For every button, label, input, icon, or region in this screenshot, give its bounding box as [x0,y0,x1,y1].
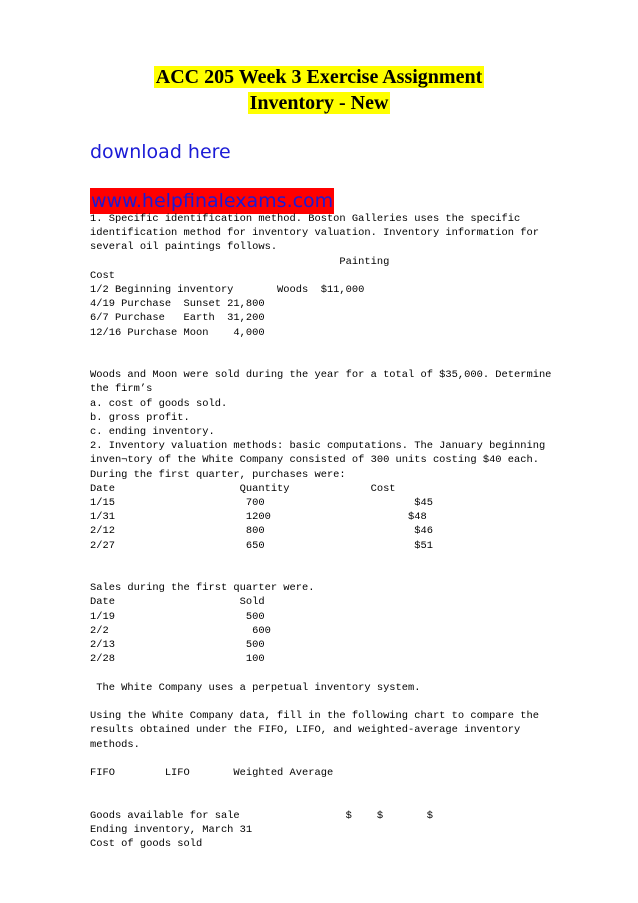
document-title-line-1 [0,64,638,90]
title-line-2-text: Inventory - New [249,92,389,114]
document-title-line-2 [0,90,638,116]
download-link[interactable]: download here [90,141,231,163]
site-link[interactable]: www.helpfinalexams.com [91,190,334,212]
document-body: 1. Specific identification method. Boston Galleries uses the specific identification method for inventory valuation. Inventory information for several oil paintings follows. Painting Cost 1/2 Beginning inventory Woods $11,000 4/19 Purchase Sunset 21,800 6/7 Purchase Earth 31,200 12/16 Purchase Moon 4,000 Woods and Moon were sold during the year for a total of $35,000. Determine the firm’s a. cost of goods sold. b. gross profit. c. ending inventory. 2. Inventory valuation methods: basic computations. The January beginning inven¬tory of the White Company consisted of 300 units costing $40 each. During the first quarter, purchases were: Date Quantity Cost 1/15 700 $45 1/31 1200 $48 2/12 800 $46 2/27 650 $51 Sales during the first quarter were. Date Sold 1/19 500 2/2 600 2/13 500 2/28 100 The White Company uses a perpetual inventory system. Using the White Company data, fill in the following chart to compare the results obtained under the FIFO, LIFO, and weighted-average inventory methods. FIFO LIFO Weighted Average Goods available for sale $ $ $ Ending inventory, March 31 Cost of goods sold [90,213,552,850]
title-line-1-text: ACC 205 Week 3 Exercise Assignment [155,66,483,88]
